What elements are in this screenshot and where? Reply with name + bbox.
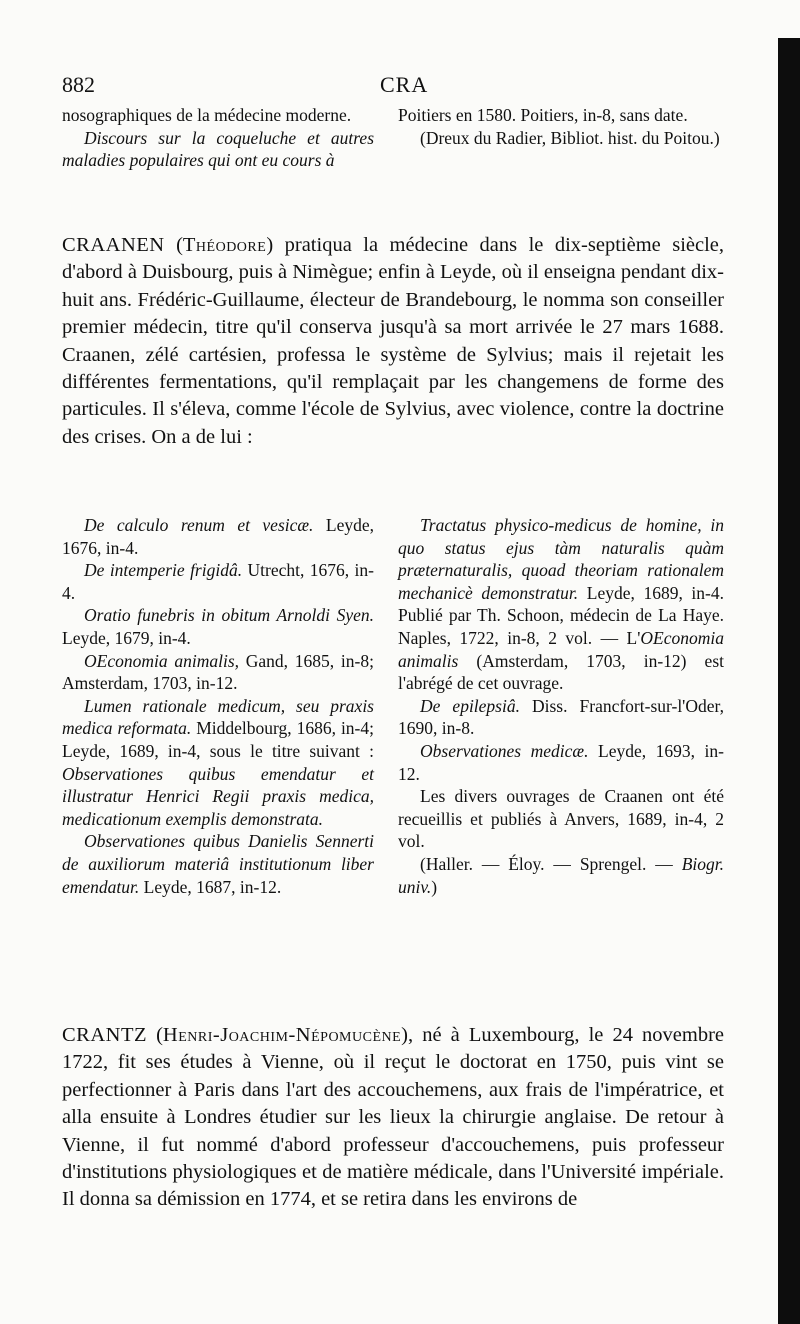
intro-right-column — [398, 104, 724, 149]
work-item: De calculo renum et vesicæ. Leyde, 1676, in-4. — [62, 515, 374, 558]
intro-right-source: (Dreux du Radier, Bibliot. hist. du Poitou.) — [420, 127, 720, 148]
intro-left-title: Discours sur la coqueluche et autres maladies populaires qui ont eu cours à — [62, 127, 374, 171]
entry-name: CRAANEN — [62, 234, 165, 256]
sources-note: (Haller. — Éloy. — Sprengel. — Biogr. univ.) — [398, 853, 724, 897]
works-left-column — [62, 514, 374, 898]
entry-given-name: Henri-Joachim-Népomucène — [162, 1024, 402, 1046]
intro-left-text: nosographiques de la médecine moderne. — [62, 105, 352, 125]
works-right-column — [398, 514, 724, 898]
entry-name: CRANTZ — [62, 1024, 147, 1046]
entry-crantz: CRANTZ (Henri-Joachim-Népomucène), né à Luxembourg, le 24 novembre 1722, fit ses études à Vienne, où il reçut le doctorat en 1750, puis vint se perfectionner à Paris dans l'art des accouchemens, aux frais de l'impératrice, et alla ensuite à Londres étudier sur les lieux la chirurgie anglaise. De retour à Vienne, il fut nommé d'abord professeur d'accouchemens, puis professeur d'institutions physiologiques et de matière médicale, dans l'Université impériale. Il donna sa démission en 1774, et se retira dans les environs de — [62, 1024, 725, 1211]
work-item: Observationes medicæ. Leyde, 1693, in-12. — [398, 740, 724, 784]
scan-edge-shadow — [778, 38, 800, 1324]
entry-given-name: Théodore — [182, 234, 267, 256]
running-header — [62, 72, 724, 102]
work-item: De intemperie frigidâ. Utrecht, 1676, in-4. — [62, 560, 374, 603]
entry-text: né à Luxembourg, le 24 novembre 1722, fit ses études à Vienne, où il reçut le doctorat en 1750, puis vint se perfectionner à Paris dans l'art des accouchemens, aux frais de l'impératrice, et alla ensuite à Londres étudier sur les lieux la chirurgie anglaise. De retour à Vienne, il fut nommé d'abord professeur d'accouchemens, puis professeur d'institutions physiologiques et de matière médicale, dans l'Université impériale. Il donna sa démission en 1774, et se retira dans les environs de — [62, 1024, 725, 1211]
work-item: Tractatus physico-medicus de homine, in quo status ejus tàm naturalis quàm præternaturalis, quoad theoriam rationalem mechanicè demonstratur. Leyde, 1689, in-4. Publié par Th. Schoon, médecin de La Haye. Naples, 1722, in-8, 2 vol. — L'OEconomia animalis (Amsterdam, 1703, in-12) est l'abrégé de cet ouvrage. — [398, 515, 724, 694]
work-item: De epilepsiâ. Diss. Francfort-sur-l'Oder, 1690, in-8. — [398, 695, 724, 739]
work-item: Lumen rationale medicum, seu praxis medica reformata. Middelbourg, 1686, in-4; Leyde, 1689, in-4, sous le titre suivant : Observationes quibus emendatur et illustratur Henrici Regii praxis medica, medicationum exemplis demonstrata. — [62, 695, 374, 829]
entry-craanen: CRAANEN (Théodore) pratiqua la médecine dans le dix-septième siècle, d'abord à Duisbourg, puis à Nimègue; enfin à Leyde, où il enseigna pendant dix-huit ans. Frédéric-Guillaume, électeur de Brandebourg, le nomma son conseiller premier médecin, titre qu'il conserva jusqu'à sa mort arrivée le 27 mars 1688. Craanen, zélé cartésien, professa le système de Sylvius; mais il rejetait les différentes fermentations, qu'il remplaçait par les changemens de forme des particules. Il s'éleva, comme l'école de Sylvius, avec violence, contre la doctrine des crises. On a de lui : — [62, 234, 725, 448]
work-item: OEconomia animalis, Gand, 1685, in-8; Amsterdam, 1703, in-12. — [62, 650, 374, 694]
work-item: Oratio funebris in obitum Arnoldi Syen. Leyde, 1679, in-4. — [62, 605, 374, 648]
page-number: 882 — [62, 72, 95, 97]
entry-text: pratiqua la médecine dans le dix-septième siècle, d'abord à Duisbourg, puis à Nimègue; enfin à Leyde, où il enseigna pendant dix-huit ans. Frédéric-Guillaume, électeur de Brandebourg, le nomma son conseiller premier médecin, titre qu'il conserva jusqu'à sa mort arrivée le 27 mars 1688. Craanen, zélé cartésien, professa le système de Sylvius; mais il rejetait les différentes fermentations, qu'il remplaçait par les changemens de forme des particules. Il s'éleva, comme l'école de Sylvius, avec violence, contre la doctrine des crises. On a de lui : — [62, 234, 725, 448]
intro-right-text: Poitiers en 1580. Poitiers, in-8, sans date. — [398, 105, 688, 125]
intro-left-column — [62, 104, 374, 172]
running-head: CRA — [380, 72, 429, 97]
work-item: Observationes quibus Danielis Sennerti de auxiliorum materiâ institutionum liber emendatur. Leyde, 1687, in-12. — [62, 831, 374, 897]
collection-note: Les divers ouvrages de Craanen ont été recueillis et publiés à Anvers, 1689, in-4, 2 vol. — [398, 786, 724, 852]
